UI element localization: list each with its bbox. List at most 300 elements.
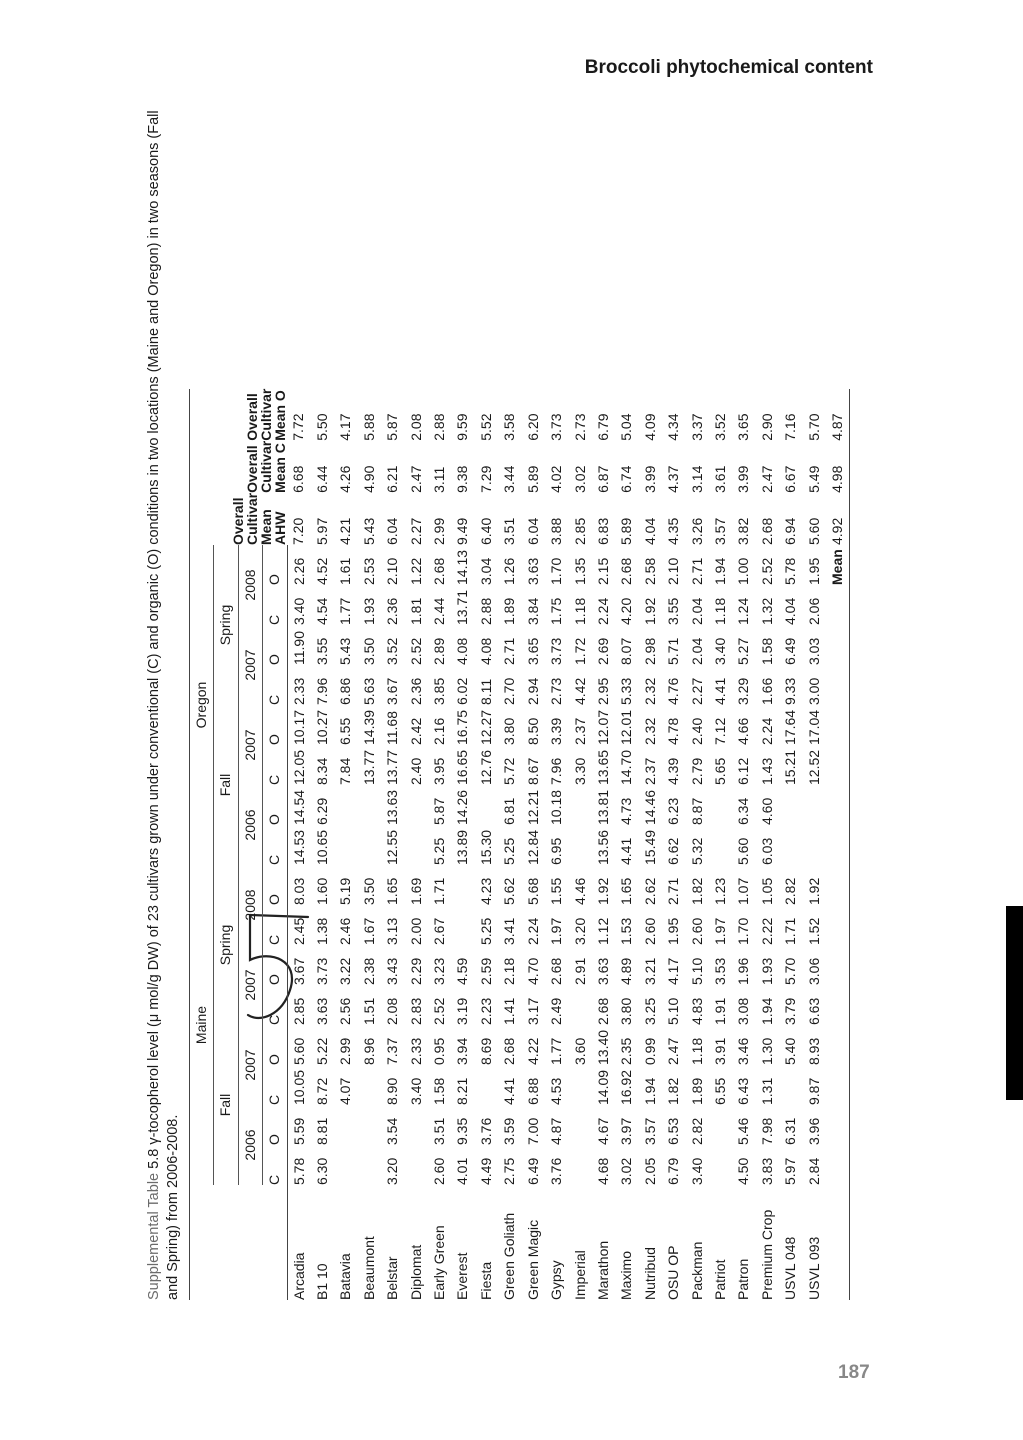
table-cell: 6.81 [501,797,518,825]
table-cell: 3.41 [501,917,518,945]
table-cell: 4.83 [688,997,705,1025]
table-cell: 12.01 [618,709,635,745]
table-cell: 6.34 [735,797,752,825]
table-cell: 1.55 [548,877,565,905]
table-cell: 1.67 [360,917,377,945]
table-cell: 10.17 [290,709,307,745]
table-cell: 1.70 [735,917,752,945]
mean-ahw: 4.92 [826,493,850,545]
table-cell: 6.86 [337,677,354,705]
table-cell: 8.81 [314,1117,331,1145]
table-cell: 3.60 [571,1037,588,1065]
table-cell: 5.43 [337,637,354,665]
table-cell: 2.29 [407,957,424,985]
table-cell: 7.12 [711,717,728,745]
table-cell: 5.65 [711,757,728,785]
table-cell: 14.46 [641,789,658,825]
table-cell: 1.38 [314,917,331,945]
table-cell: 3.76 [477,1117,494,1145]
header-overall-o: Overall Cultivar Mean O [190,389,288,441]
table-cell: 2.32 [641,677,658,705]
cultivar-name: USVL 093 [805,1236,822,1300]
table-cell: 2.32 [641,717,658,745]
table-cell: 2.37 [641,757,658,785]
table-cell [334,785,357,825]
table-cell: 1.65 [618,877,635,905]
table-cell: 12.52 [805,749,822,785]
table-cell: 4.90 [360,465,377,493]
table-cell: 13.71 [454,589,471,625]
table-cell: 8.90 [384,1077,401,1105]
table-cell: 3.40 [290,597,307,625]
table-cell [779,825,802,865]
table-cell [358,1145,381,1185]
table-cell: 1.61 [337,557,354,585]
cultivar-name: B1 10 [314,1263,331,1300]
table-cell: 4.04 [782,597,799,625]
table-cell: 4.52 [314,557,331,585]
table-cell: 3.52 [384,637,401,665]
table-cell: 12.84 [524,829,541,865]
table-cell: 4.87 [548,1117,565,1145]
table-cell: 3.76 [548,1157,565,1185]
table-cell [405,1105,428,1145]
table-cell: 3.04 [477,557,494,585]
table-cell [779,785,802,825]
table-cell: 6.88 [524,1077,541,1105]
table-cell: 3.84 [524,597,541,625]
table-cell: 1.69 [407,877,424,905]
header-oregon-spring: Spring [214,545,238,705]
table-cell: 2.35 [618,1037,635,1065]
table-cell: 3.30 [571,757,588,785]
cultivar-name: Fiesta [477,1261,494,1300]
table-cell: 5.60 [805,517,822,545]
table-cell: 2.10 [665,557,682,585]
table-cell: 13.89 [454,829,471,865]
table-cell: 2.47 [758,465,775,493]
table-cell: 8.50 [524,717,541,745]
table-cell: 5.43 [360,517,377,545]
table-cell: 4.01 [454,1157,471,1185]
table-cell: 5.89 [618,517,635,545]
table-cell: 8.67 [524,757,541,785]
header-organic: O [263,1105,287,1145]
header-overall-ahw: Overall Cultivar Mean AHW [190,493,288,545]
table-cell: 2.68 [758,517,775,545]
table-cell: 3.57 [711,517,728,545]
header-organic: O [263,705,287,745]
mean-row [826,389,850,1300]
header-year: 2008 [238,865,262,945]
table-cell: 13.56 [594,829,611,865]
table-cell: 3.99 [641,465,658,493]
table-cell: 1.66 [758,677,775,705]
table-cell: 2.52 [758,557,775,585]
table-cell: 16.92 [618,1069,635,1105]
table-cell: 5.71 [665,637,682,665]
table-cell: 4.22 [524,1037,541,1065]
table-cell: 2.91 [571,957,588,985]
table-cell: 1.75 [548,597,565,625]
table-cell: 2.56 [337,997,354,1025]
table-cell: 3.63 [594,957,611,985]
table-row [545,389,568,1300]
table-row [405,389,428,1300]
table-cell: 1.58 [431,1077,448,1105]
table-cell: 2.26 [290,557,307,585]
table-cell: 2.68 [431,557,448,585]
table-cell: 17.64 [782,709,799,745]
table-cell: 4.23 [477,877,494,905]
table-cell: 16.75 [454,709,471,745]
table-cell: 6.03 [758,837,775,865]
table-cell: 1.71 [782,917,799,945]
table-row [358,389,381,1300]
table-cell: 4.67 [594,1117,611,1145]
table-cell: 9.35 [454,1117,471,1145]
table-cell: 4.66 [735,717,752,745]
table-cell: 2.75 [501,1157,518,1185]
table-cell: 11.90 [290,631,307,665]
cultivar-name: Patriot [711,1259,728,1300]
table-cell: 5.19 [337,877,354,905]
table-cell: 14.53 [290,829,307,865]
table-cell: 3.96 [805,1117,822,1145]
cultivar-name: Arcadia [290,1252,307,1300]
table-cell: 2.36 [384,597,401,625]
table-cell [569,985,592,1025]
table-cell: 3.29 [735,677,752,705]
table-cell: 9.87 [805,1077,822,1105]
table-cell: 9.49 [454,517,471,545]
table-cell [451,865,474,905]
table-row [311,389,334,1300]
table-cell: 6.95 [548,837,565,865]
header-maine: Maine [190,865,214,1185]
header-organic: O [263,945,287,985]
table-cell: 1.92 [805,877,822,905]
table-cell: 4.42 [571,677,588,705]
table-cell: 1.23 [711,877,728,905]
table-cell: 2.16 [431,717,448,745]
header-conventional: C [263,665,287,705]
table-cell: 7.00 [524,1117,541,1145]
table-cell: 2.71 [665,877,682,905]
table-cell: 1.92 [641,597,658,625]
table-cell: 3.79 [782,997,799,1025]
table-cell: 3.88 [548,517,565,545]
table-cell: 6.43 [735,1077,752,1105]
table-cell: 10.05 [290,1069,307,1105]
table-cell: 3.95 [431,757,448,785]
table-cell: 1.51 [360,997,377,1025]
table-cell: 3.08 [735,997,752,1025]
table-cell: 13.63 [384,789,401,825]
table-cell: 3.03 [805,637,822,665]
table-cell: 2.46 [337,917,354,945]
table-cell: 4.41 [711,677,728,705]
header-organic: O [263,625,287,665]
table-cell: 10.27 [314,709,331,745]
table-cell [358,1065,381,1105]
table-cell: 1.94 [711,557,728,585]
table-cell: 1.91 [711,997,728,1025]
table-row [428,389,451,1300]
header-year: 2008 [238,545,262,625]
table-cell: 1.89 [688,1077,705,1105]
rotated-table-block [145,60,905,1300]
table-cell: 2.00 [407,917,424,945]
table-cell: 12.27 [477,709,494,745]
table-cell: 4.39 [665,757,682,785]
cultivar-name: Belstar [384,1256,401,1300]
table-cell: 10.65 [314,829,331,865]
table-cell: 4.68 [594,1157,611,1185]
header-conventional: C [263,905,287,945]
table-cell: 8.07 [618,637,635,665]
table-cell [358,825,381,865]
table-cell: 1.18 [711,597,728,625]
table-cell: 1.93 [360,597,377,625]
table-caption [145,100,183,1300]
table-cell: 5.60 [735,837,752,865]
table-cell: 12.07 [594,709,611,745]
table-cell: 1.65 [384,877,401,905]
header-conventional: C [263,745,287,785]
table-row [709,389,732,1300]
table-cell: 2.08 [407,413,424,441]
table-cell: 5.89 [524,465,541,493]
table-cell: 8.96 [360,1037,377,1065]
table-cell: 4.20 [618,597,635,625]
table-cell: 2.47 [407,465,424,493]
table-cell: 0.99 [641,1037,658,1065]
table-cell: 3.65 [735,413,752,441]
table-cell: 3.59 [501,1117,518,1145]
page-number: 187 [838,1362,870,1383]
table-cell: 2.71 [501,637,518,665]
table-cell: 15.30 [477,829,494,865]
table-cell: 2.15 [594,557,611,585]
table-cell: 5.70 [782,957,799,985]
table-cell: 2.18 [501,957,518,985]
table-cell: 3.11 [431,466,448,493]
table-cell: 7.96 [548,757,565,785]
table-cell: 5.04 [618,413,635,441]
table-cell: 4.21 [337,517,354,545]
header-row-location [190,389,214,1300]
table-cell: 6.04 [524,517,541,545]
table-cell: 5.33 [618,677,635,705]
table-cell: 3.02 [618,1157,635,1185]
table-cell: 3.63 [314,997,331,1025]
table-cell: 4.04 [641,517,658,545]
table-cell: 14.70 [618,749,635,785]
table-cell: 1.70 [548,557,565,585]
table-cell: 2.68 [548,957,565,985]
table-cell: 3.55 [314,637,331,665]
table-cell: 2.52 [431,997,448,1025]
table-cell: 5.59 [290,1117,307,1145]
table-cell: 1.60 [314,877,331,905]
table-cell: 2.85 [571,517,588,545]
table-cell: 4.35 [665,517,682,545]
table-cell: 5.50 [314,413,331,441]
table-cell: 16.65 [454,749,471,785]
table-cell: 2.47 [665,1037,682,1065]
table-cell: 1.31 [758,1077,775,1105]
table-cell: 5.62 [501,877,518,905]
table-cell: 4.09 [641,413,658,441]
table-cell: 14.13 [454,549,471,585]
table-cell: 12.05 [290,749,307,785]
table-cell: 12.55 [384,829,401,865]
table-cell [709,825,732,865]
table-cell: 14.54 [290,789,307,825]
table-cell: 5.27 [735,637,752,665]
table-cell: 3.63 [524,557,541,585]
table-cell: 3.17 [524,997,541,1025]
table-cell: 6.74 [618,465,635,493]
cultivar-name: Beaumont [360,1236,377,1300]
table-cell: 4.41 [618,837,635,865]
table-cell: 4.76 [665,677,682,705]
table-cell: 2.71 [688,557,705,585]
table-cell: 3.21 [641,957,658,985]
table-cell: 3.44 [501,465,518,493]
table-cell: 7.29 [477,465,494,493]
table-cell: 7.37 [384,1037,401,1065]
table-cell: 2.99 [431,517,448,545]
table-cell [475,1065,498,1105]
table-cell: 2.73 [571,413,588,441]
mean-c: 4.98 [826,441,850,493]
table-cell: 2.82 [688,1117,705,1145]
header-year: 2007 [238,705,262,785]
table-cell: 5.25 [431,837,448,865]
table-cell [569,785,592,825]
table-cell: 1.97 [711,917,728,945]
table-cell: 13.65 [594,749,611,785]
table-cell [569,1065,592,1105]
cultivar-name: Batavia [337,1253,354,1300]
table-cell: 1.71 [431,877,448,905]
table-cell [709,1145,732,1185]
table-cell: 6.87 [594,465,611,493]
table-cell: 8.93 [805,1037,822,1065]
table-cell: 3.65 [524,637,541,665]
table-cell: 2.04 [688,637,705,665]
table-cell: 6.40 [477,517,494,545]
table-cell [709,785,732,825]
table-cell [358,785,381,825]
table-cell [475,785,498,825]
table-cell: 2.52 [407,637,424,665]
table-cell: 2.83 [407,997,424,1025]
table-cell: 1.89 [501,597,518,625]
table-cell: 4.70 [524,957,541,985]
table-cell: 2.84 [805,1157,822,1185]
table-cell: 2.49 [548,997,565,1025]
table-cell: 6.94 [782,517,799,545]
table-cell: 5.40 [782,1037,799,1065]
table-cell: 3.50 [360,877,377,905]
table-cell: 8.21 [454,1077,471,1105]
table-cell: 2.36 [407,677,424,705]
table-cell: 3.73 [548,413,565,441]
table-cell [358,1105,381,1145]
table-cell: 6.79 [665,1157,682,1185]
table-cell: 2.44 [431,597,448,625]
table-cell: 2.70 [501,677,518,705]
table-cell: 3.22 [337,957,354,985]
table-cell: 4.78 [665,717,682,745]
table-cell: 1.00 [735,557,752,585]
table-cell: 2.82 [782,877,799,905]
header-conventional: C [263,985,287,1025]
cultivar-name: Early Green [431,1225,448,1300]
table-cell: 4.08 [454,637,471,665]
table-cell: 3.51 [501,517,518,545]
header-maine-fall: Fall [214,1025,238,1185]
table-row [686,389,709,1300]
table-cell: 7.84 [337,757,354,785]
table-cell: 4.46 [571,877,588,905]
table-cell: 2.73 [548,677,565,705]
table-cell: 3.40 [688,1157,705,1185]
table-cell: 5.72 [501,757,518,785]
table-cell: 2.27 [407,517,424,545]
table-cell: 3.67 [384,677,401,705]
table-cell: 5.68 [524,877,541,905]
header-year: 2007 [238,945,262,1025]
table-cell: 4.41 [501,1077,518,1105]
table-cell: 2.22 [758,917,775,945]
table-cell: 9.33 [782,677,799,705]
table-cell: 8.87 [688,797,705,825]
table-cell: 3.14 [688,465,705,493]
table-cell: 5.87 [384,413,401,441]
table-row [334,389,357,1300]
table-cell: 14.09 [594,1069,611,1105]
cultivar-name: Everest [454,1252,471,1300]
header-conventional: C [263,585,287,625]
cultivar-name: Green Magic [524,1219,541,1300]
table-cell: 4.49 [477,1157,494,1185]
table-cell: 3.85 [431,677,448,705]
table-cell: 1.26 [501,557,518,585]
cultivar-name: Imperial [571,1250,588,1300]
table-cell: 5.32 [688,837,705,865]
table-cell: 5.78 [290,1157,307,1185]
table-cell: 4.37 [665,465,682,493]
table-row [756,389,779,1300]
table-cell: 12.21 [524,789,541,825]
table-cell: 2.89 [431,637,448,665]
header-organic: O [263,785,287,825]
table-cell: 4.26 [337,465,354,493]
table-row [732,389,755,1300]
table-cell: 6.30 [314,1157,331,1185]
table-row [287,389,311,1300]
table-cell: 2.42 [407,717,424,745]
table-cell: 1.18 [688,1037,705,1065]
table-cell: 1.53 [618,917,635,945]
table-cell: 3.83 [758,1157,775,1185]
table-cell: 2.88 [477,597,494,625]
table-cell: 2.60 [431,1157,448,1185]
